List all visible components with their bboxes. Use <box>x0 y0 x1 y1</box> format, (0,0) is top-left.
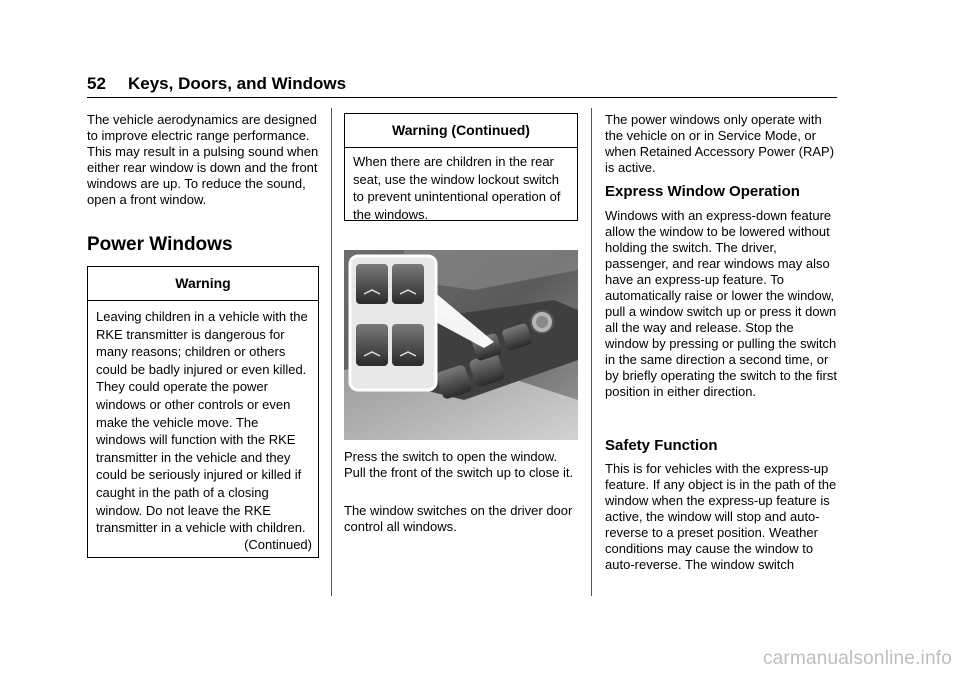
continued-label: (Continued) <box>244 536 312 552</box>
page-number: 52 <box>87 74 106 93</box>
warning-text: Leaving children in a vehicle with the RKE transmitter is dangerous for many reasons; children or others could be badly injured or even killed. They could operate the power windows or other controls or even make the vehicle move. The windows will function with the RKE transmitter in the vehicle and they could be seriously injured or killed if caught in the path of a closing window. Do not leave the RKE transmitter in a vehicle with children. <box>96 309 308 536</box>
col3-intro-paragraph: The power windows only operate with the vehicle on or in Service Mode, or when Retained Accessory Power (RAP) is active. <box>605 112 835 175</box>
header-rule <box>87 97 837 98</box>
warning-title: Warning <box>88 267 318 301</box>
col1-intro-paragraph: The vehicle aerodynamics are designed to improve electric range performance. This may result in a pulsing sound when either rear window is down and the front windows are up. To reduce the sound, open a front window. <box>87 112 319 207</box>
warning-continued-title: Warning (Continued) <box>345 114 577 148</box>
warning-box-children <box>87 266 319 558</box>
safety-function-paragraph: This is for vehicles with the express-up feature. If any object is in the path of the window when the express-up feature is active, the window will stop and auto-reverse to a preset position. Weather conditions may cause the window to auto-reverse. The window switch <box>605 461 837 572</box>
warning-continued-text: When there are children in the rear seat, use the window lockout switch to prevent unintentional operation of the windows. <box>353 154 561 222</box>
column-divider-2 <box>591 108 592 596</box>
column-divider-1 <box>331 108 332 596</box>
express-window-heading: Express Window Operation <box>605 183 800 200</box>
driver-switches-paragraph: The window switches on the driver door control all windows. <box>344 503 573 534</box>
press-switch-paragraph: Press the switch to open the window. Pull the front of the switch up to close it. <box>344 449 574 480</box>
express-window-paragraph: Windows with an express-down feature allow the window to be lowered without holding the switch. The driver, passenger, and rear windows may also have an express-up feature. To automatically raise or lower the window, pull a window switch up or press it down all the way and release. Stop the window by pressing or pulling the switch in the same direction a second time, or by briefly operating the switch to the first position in either direction. <box>605 208 837 399</box>
window-switch-illustration <box>344 250 578 440</box>
watermark: carmanualsonline.info <box>762 648 952 669</box>
warning-continued-box <box>344 113 578 221</box>
power-windows-heading: Power Windows <box>87 234 233 255</box>
safety-function-heading: Safety Function <box>605 437 718 454</box>
section-title: Keys, Doors, and Windows <box>128 74 347 93</box>
